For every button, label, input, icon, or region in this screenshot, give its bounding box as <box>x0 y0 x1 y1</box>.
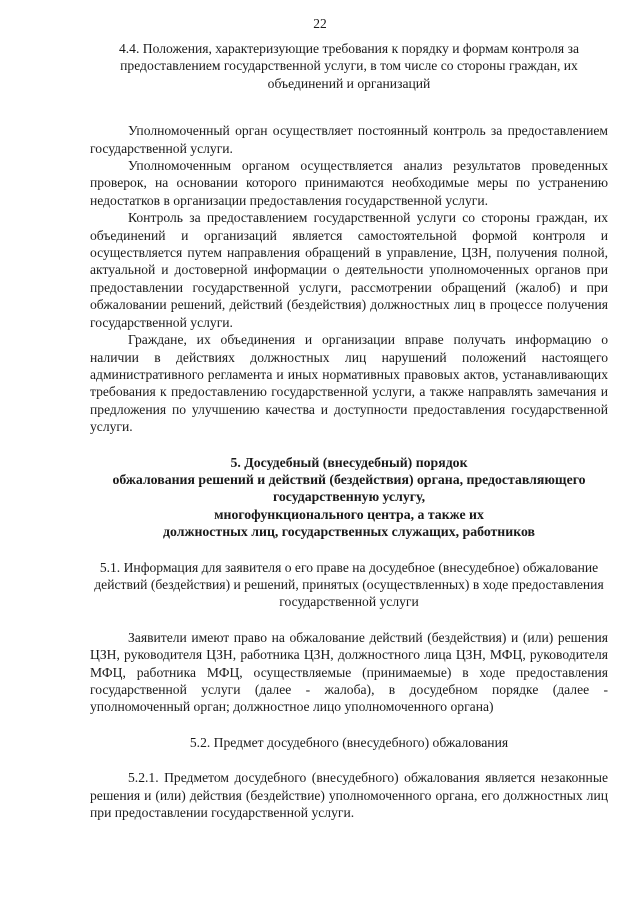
paragraph: Заявители имеют право на обжалование действий (бездействия) и (или) решения ЦЗН, руководителя ЦЗН, работника ЦЗН, должностного лица ЦЗН, МФЦ, руководителя МФЦ, работника МФЦ, осуществляемые (принимаемые) в ходе предоставления государственной услуги (далее - жалоба), в досудебном порядке (далее - уполномоченный орган; должностное лицо уполномоченного органа) <box>90 629 608 715</box>
section-title-line: многофункционального центра, а также их <box>214 506 484 522</box>
document-body <box>90 40 608 821</box>
paragraph: 5.2.1. Предметом досудебного (внесудебного) обжалования является незаконные решения и (или) действия (бездействие) уполномоченного органа, его должностных лиц при предоставлении государственной услуги. <box>90 770 608 821</box>
paragraph: Уполномоченным органом осуществляется анализ результатов проведенных проверок, на основании которого принимаются необходимые меры по устранению недостатков в организации предоставления государственной услуги. <box>90 158 608 208</box>
section-title-line: 5. Досудебный (внесудебный) порядок <box>230 454 468 470</box>
heading-5-2: 5.2. Предмет досудебного (внесудебного) обжалования <box>189 734 509 750</box>
paragraph: Граждане, их объединения и организации вправе получать информацию о наличии в действиях должностных лиц нарушений положений настоящего административного регламента и иных нормативных правовых актов, устанавливающих требования к предоставлению государственной услуги, а также направлять замечания и предложения по улучшению качества и доступности предоставления государственной услуги. <box>90 332 608 435</box>
paragraph: Контроль за предоставлением государственной услуги со стороны граждан, их объединений и организаций является самостоятельной формой контроля и осуществляется путем направления обращений в управление, ЦЗН, получения полной, актуальной и достоверной информации о деятельности уполномоченных органов при предоставлении государственной услуги, рассмотрении обращений (жалоб) и при обжаловании решений, действий (бездействия) должностных лиц в процессе получения государственной услуги. <box>90 210 608 330</box>
section-title-line: должностных лиц, государственных служащих, работников <box>163 524 535 540</box>
section-title-line: обжалования решений и действий (бездействия) органа, предоставляющего государственную услугу, <box>112 471 586 505</box>
section-5-title <box>90 454 608 541</box>
paragraph: Уполномоченный орган осуществляет постоянный контроль за предоставлением государственной услуги. <box>90 123 608 156</box>
heading-5-1: 5.1. Информация для заявителя о его праве на досудебное (внесудебное) обжалование действий (бездействия) и решений, принятых (осуществленных) в ходе предоставления государственной услуги <box>94 559 604 610</box>
page-number: 22 <box>313 16 327 31</box>
heading-4-4: 4.4. Положения, характеризующие требования к порядку и формам контроля за предоставлением государственной услуги, в том числе со стороны граждан, их объединений и организаций <box>118 41 579 91</box>
